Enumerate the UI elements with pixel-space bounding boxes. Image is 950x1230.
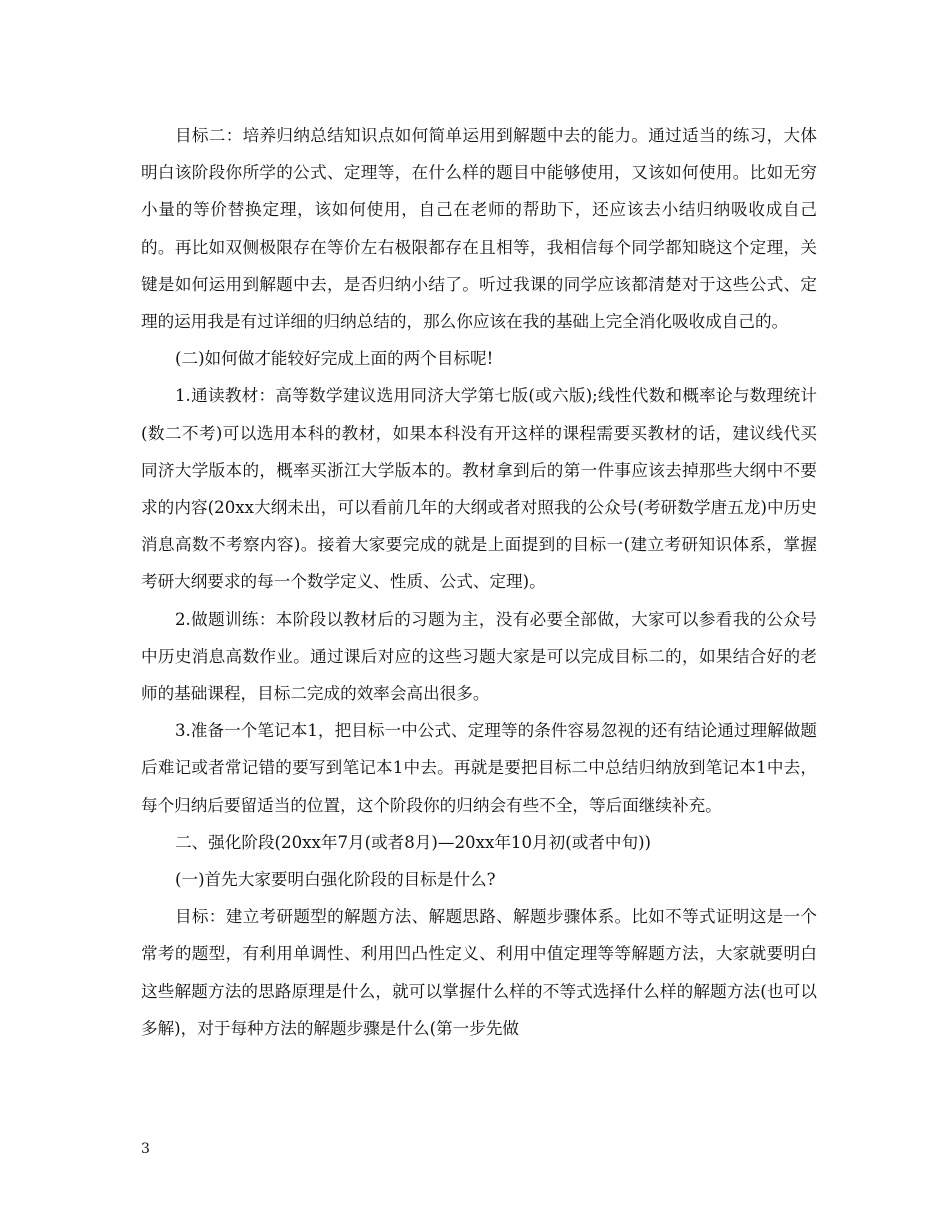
section-heading-strengthening: 二、强化阶段(20xx年7月(或者8月)—20xx年10月初(或者中旬)) — [175, 832, 652, 852]
page-body — [141, 117, 817, 1047]
paragraph-strengthening-goal: 目标：建立考研题型的解题方法、解题思路、解题步骤体系。比如不等式证明这是一个常考的题型，有利用单调性、利用凹凸性定义、利用中值定理等等解题方法，大家就要明白这些解题方法的思路原理是什么，就可以掌握什么样的不等式选择什么样的解题方法(也可以多解)，对于每种方法的解题步骤是什么(第一步先做 — [141, 907, 817, 1038]
paragraph-notebook: 3.准备一个笔记本1，把目标一中公式、定理等的条件容易忽视的还有结论通过理解做题后难记或者常记错的要写到笔记本1中去。再就是要把目标二中总结归纳放到笔记本1中去，每个归纳后要留适当的位置，这个阶段你的归纳会有些不全，等后面继续补充。 — [141, 721, 817, 815]
paragraph-strengthening-goal-question: (一)首先大家要明白强化阶段的目标是什么? — [175, 870, 496, 890]
page-number: 3 — [141, 1141, 150, 1157]
paragraph-goal-two: 目标二：培养归纳总结知识点如何简单运用到解题中去的能力。通过适当的练习，大体明白该阶段你所学的公式、定理等，在什么样的题目中能够使用，又该如何使用。比如无穷小量的等价替换定理，该如何使用，自己在老师的帮助下，还应该去小结归纳吸收成自己的。再比如双侧极限存在等价左右极限都存在且相等，我相信每个同学都知晓这个定理，关键是如何运用到解题中去，是否归纳小结了。听过我课的同学应该都清楚对于这些公式、定理的运用我是有过详细的归纳总结的，那么你应该在我的基础上完全消化吸收成自己的。 — [141, 126, 817, 332]
paragraph-exercise-training: 2.做题训练：本阶段以教材后的习题为主，没有必要全部做，大家可以参看我的公众号中历史消息高数作业。通过课后对应的这些习题大家是可以完成目标二的，如果结合好的老师的基础课程，目标二完成的效率会高出很多。 — [141, 609, 817, 704]
paragraph-read-textbook: 1.通读教材：高等数学建议选用同济大学第七版(或六版);线性代数和概率论与数理统计(数二不考)可以选用本科的教材，如果本科没有开这样的课程需要买教材的话，建议线代买同济大学版本的，概率买浙江大学版本的。教材拿到后的第一件事应该去掉那些大纲中不要求的内容(20xx大纲未出，可以看前几年的大纲或者对照我的公众号(考研数学唐五龙)中历史消息高数不考察内容)。接着大家要完成的就是上面提到的目标一(建立考研知识体系，掌握考研大纲要求的每一个数学定义、性质、公式、定理)。 — [141, 386, 817, 592]
paragraph-how-to-achieve: (二)如何做才能较好完成上面的两个目标呢! — [175, 349, 494, 369]
